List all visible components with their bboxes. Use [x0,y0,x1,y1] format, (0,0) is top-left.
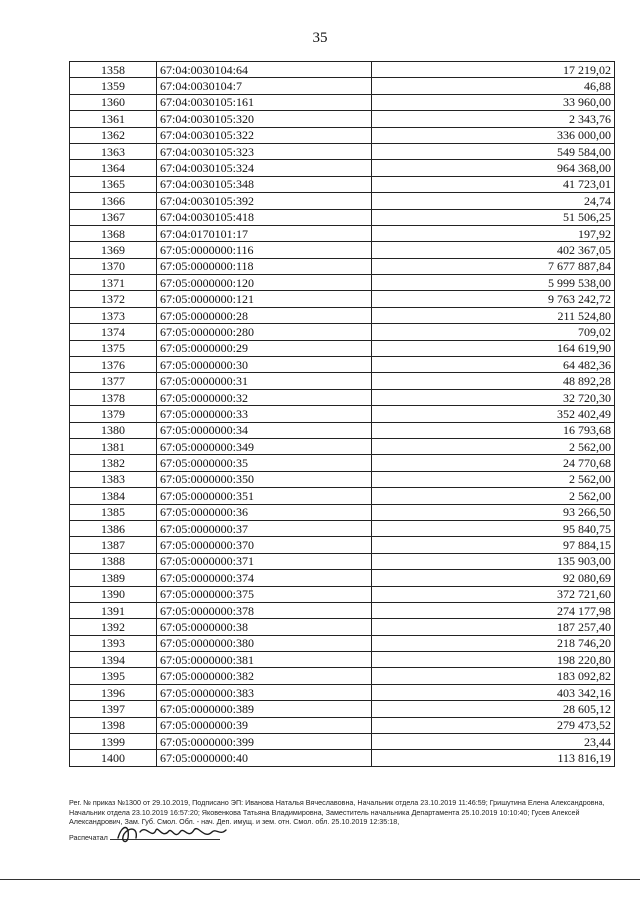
cadastral-value: 97 884,15 [372,537,615,553]
table-row [70,193,615,209]
cadastral-number: 67:05:0000000:30 [157,357,372,373]
table-row [70,160,615,176]
cadastral-number: 67:05:0000000:378 [157,602,372,618]
cadastral-value: 7 677 887,84 [372,258,615,274]
table-body [70,62,615,767]
page-number: 35 [312,30,328,46]
cadastral-value: 187 257,40 [372,619,615,635]
row-number: 1388 [70,553,157,569]
cadastral-number: 67:05:0000000:32 [157,389,372,405]
cadastral-number: 67:05:0000000:371 [157,553,372,569]
table-row [70,357,615,373]
table-row [70,668,615,684]
table-row [70,553,615,569]
cadastral-value: 28 605,12 [372,701,615,717]
row-number: 1378 [70,389,157,405]
cadastral-number: 67:04:0030105:161 [157,94,372,110]
cadastral-number: 67:05:0000000:33 [157,406,372,422]
cadastral-number: 67:05:0000000:380 [157,635,372,651]
row-number: 1367 [70,209,157,225]
row-number: 1392 [70,619,157,635]
cadastral-value: 93 266,50 [372,504,615,520]
table-row [70,389,615,405]
row-number: 1396 [70,684,157,700]
cadastral-value: 24,74 [372,193,615,209]
row-number: 1363 [70,143,157,159]
cadastral-value: 274 177,98 [372,602,615,618]
cadastral-value: 46,88 [372,78,615,94]
cadastral-number: 67:05:0000000:389 [157,701,372,717]
row-number: 1376 [70,357,157,373]
table-row [70,307,615,323]
cadastral-value: 41 723,01 [372,176,615,192]
table-row [70,684,615,700]
cadastral-value: 92 080,69 [372,570,615,586]
row-number: 1364 [70,160,157,176]
cadastral-number: 67:04:0030105:320 [157,111,372,127]
cadastral-value: 64 482,36 [372,357,615,373]
row-number: 1387 [70,537,157,553]
table-row [70,520,615,536]
cadastral-number: 67:04:0030104:7 [157,78,372,94]
row-number: 1361 [70,111,157,127]
cadastral-number: 67:05:0000000:383 [157,684,372,700]
table-row [70,422,615,438]
cadastral-number: 67:05:0000000:35 [157,455,372,471]
cadastral-value: 964 368,00 [372,160,615,176]
cadastral-value: 197,92 [372,225,615,241]
cadastral-number: 67:04:0030105:323 [157,143,372,159]
cadastral-number: 67:04:0030105:322 [157,127,372,143]
row-number: 1371 [70,275,157,291]
cadastral-number: 67:05:0000000:121 [157,291,372,307]
table-row [70,406,615,422]
cadastral-number: 67:05:0000000:40 [157,750,372,766]
table-row [70,586,615,602]
row-number: 1381 [70,438,157,454]
cadastral-value: 5 999 538,00 [372,275,615,291]
cadastral-value: 183 092,82 [372,668,615,684]
row-number: 1383 [70,471,157,487]
row-number: 1398 [70,717,157,733]
cadastral-value: 352 402,49 [372,406,615,422]
cadastral-number: 67:05:0000000:38 [157,619,372,635]
cadastral-number: 67:04:0030105:418 [157,209,372,225]
table-row [70,291,615,307]
row-number: 1390 [70,586,157,602]
cadastral-value: 48 892,28 [372,373,615,389]
cadastral-value: 279 473,52 [372,717,615,733]
cadastral-number: 67:05:0000000:349 [157,438,372,454]
table-row [70,340,615,356]
table-row [70,94,615,110]
cadastral-value: 402 367,05 [372,242,615,258]
row-number: 1368 [70,225,157,241]
cadastral-number: 67:04:0030105:392 [157,193,372,209]
table-row [70,734,615,750]
table-row [70,258,615,274]
row-number: 1379 [70,406,157,422]
cadastral-value: 95 840,75 [372,520,615,536]
table-row [70,701,615,717]
cadastral-number: 67:05:0000000:382 [157,668,372,684]
row-number: 1358 [70,62,157,78]
row-number: 1377 [70,373,157,389]
table-row [70,225,615,241]
cadastral-number: 67:05:0000000:120 [157,275,372,291]
row-number: 1386 [70,520,157,536]
cadastral-number: 67:05:0000000:28 [157,307,372,323]
table-row [70,111,615,127]
table-row [70,78,615,94]
cadastral-number: 67:05:0000000:39 [157,717,372,733]
cadastral-number: 67:05:0000000:118 [157,258,372,274]
table-row [70,602,615,618]
table-row [70,537,615,553]
cadastral-value: 336 000,00 [372,127,615,143]
table-row [70,652,615,668]
cadastral-value: 549 584,00 [372,143,615,159]
table-row [70,242,615,258]
cadastral-number: 67:05:0000000:381 [157,652,372,668]
row-number: 1389 [70,570,157,586]
row-number: 1374 [70,324,157,340]
row-number: 1362 [70,127,157,143]
cadastral-number: 67:05:0000000:29 [157,340,372,356]
cadastral-value: 198 220,80 [372,652,615,668]
cadastral-value: 16 793,68 [372,422,615,438]
row-number: 1380 [70,422,157,438]
table-row [70,324,615,340]
cadastral-number: 67:04:0030105:348 [157,176,372,192]
cadastral-value: 211 524,80 [372,307,615,323]
cadastral-value: 32 720,30 [372,389,615,405]
cadastral-number: 67:05:0000000:34 [157,422,372,438]
bottom-rule [0,879,640,880]
cadastral-number: 67:05:0000000:399 [157,734,372,750]
row-number: 1395 [70,668,157,684]
row-number: 1370 [70,258,157,274]
cadastral-number: 67:05:0000000:350 [157,471,372,487]
cadastral-value: 403 342,16 [372,684,615,700]
cadastral-number: 67:04:0170101:17 [157,225,372,241]
table-row [70,62,615,78]
cadastral-number: 67:05:0000000:36 [157,504,372,520]
cadastral-value: 135 903,00 [372,553,615,569]
cadastral-value: 2 562,00 [372,488,615,504]
cadastral-number: 67:04:0030104:64 [157,62,372,78]
cadastral-value: 113 816,19 [372,750,615,766]
row-number: 1365 [70,176,157,192]
cadastral-number: 67:05:0000000:280 [157,324,372,340]
cadastral-value: 33 960,00 [372,94,615,110]
row-number: 1366 [70,193,157,209]
row-number: 1385 [70,504,157,520]
row-number: 1382 [70,455,157,471]
row-number: 1359 [70,78,157,94]
cadastral-value-table [69,61,615,767]
table-row [70,373,615,389]
table-row [70,127,615,143]
table-row [70,455,615,471]
cadastral-value: 218 746,20 [372,635,615,651]
printed-by-label: Распечатал [69,833,108,842]
table-row [70,750,615,766]
table-row [70,570,615,586]
cadastral-value: 17 219,02 [372,62,615,78]
cadastral-number: 67:05:0000000:370 [157,537,372,553]
cadastral-number: 67:05:0000000:116 [157,242,372,258]
table-row [70,275,615,291]
row-number: 1369 [70,242,157,258]
signature-scribble [112,818,232,848]
table-row [70,504,615,520]
row-number: 1397 [70,701,157,717]
table-row [70,471,615,487]
row-number: 1375 [70,340,157,356]
row-number: 1394 [70,652,157,668]
row-number: 1372 [70,291,157,307]
signature-registration-note: Рег. № приказ №1300 от 29.10.2019, Подписано ЭП: Иванова Наталья Вячеславовна, Начальник отдела 23.10.2019 11:46:59; Гришутина Елена Александровна, Начальник отдела 23.10.2019 16:57:20; Яковенкова Татьяна Владимировна, Заместитель начальника Департамента 25.10.2019 10:10:40; Гусев Алексей Александрович, Зам. Губ. Смол. Обл. - нач. Деп. имущ. и зем. отн. Смол. обл. 25.10.2019 12:35:18, [69,798,605,827]
row-number: 1373 [70,307,157,323]
cadastral-number: 67:05:0000000:37 [157,520,372,536]
cadastral-number: 67:05:0000000:375 [157,586,372,602]
handwritten-signature [112,818,232,853]
row-number: 1384 [70,488,157,504]
cadastral-number: 67:05:0000000:351 [157,488,372,504]
table-row [70,438,615,454]
row-number: 1400 [70,750,157,766]
cadastral-number: 67:04:0030105:324 [157,160,372,176]
table-row [70,619,615,635]
cadastral-value: 372 721,60 [372,586,615,602]
table-row [70,209,615,225]
table-row [70,176,615,192]
table-row [70,143,615,159]
cadastral-value: 2 562,00 [372,471,615,487]
cadastral-value: 9 763 242,72 [372,291,615,307]
row-number: 1399 [70,734,157,750]
cadastral-value: 23,44 [372,734,615,750]
cadastral-value: 24 770,68 [372,455,615,471]
row-number: 1391 [70,602,157,618]
cadastral-value: 2 562,00 [372,438,615,454]
table-row [70,488,615,504]
cadastral-value: 51 506,25 [372,209,615,225]
table-row [70,717,615,733]
cadastral-value: 2 343,76 [372,111,615,127]
cadastral-value: 164 619,90 [372,340,615,356]
cadastral-value: 709,02 [372,324,615,340]
row-number: 1360 [70,94,157,110]
row-number: 1393 [70,635,157,651]
cadastral-number: 67:05:0000000:31 [157,373,372,389]
cadastral-number: 67:05:0000000:374 [157,570,372,586]
table-row [70,635,615,651]
